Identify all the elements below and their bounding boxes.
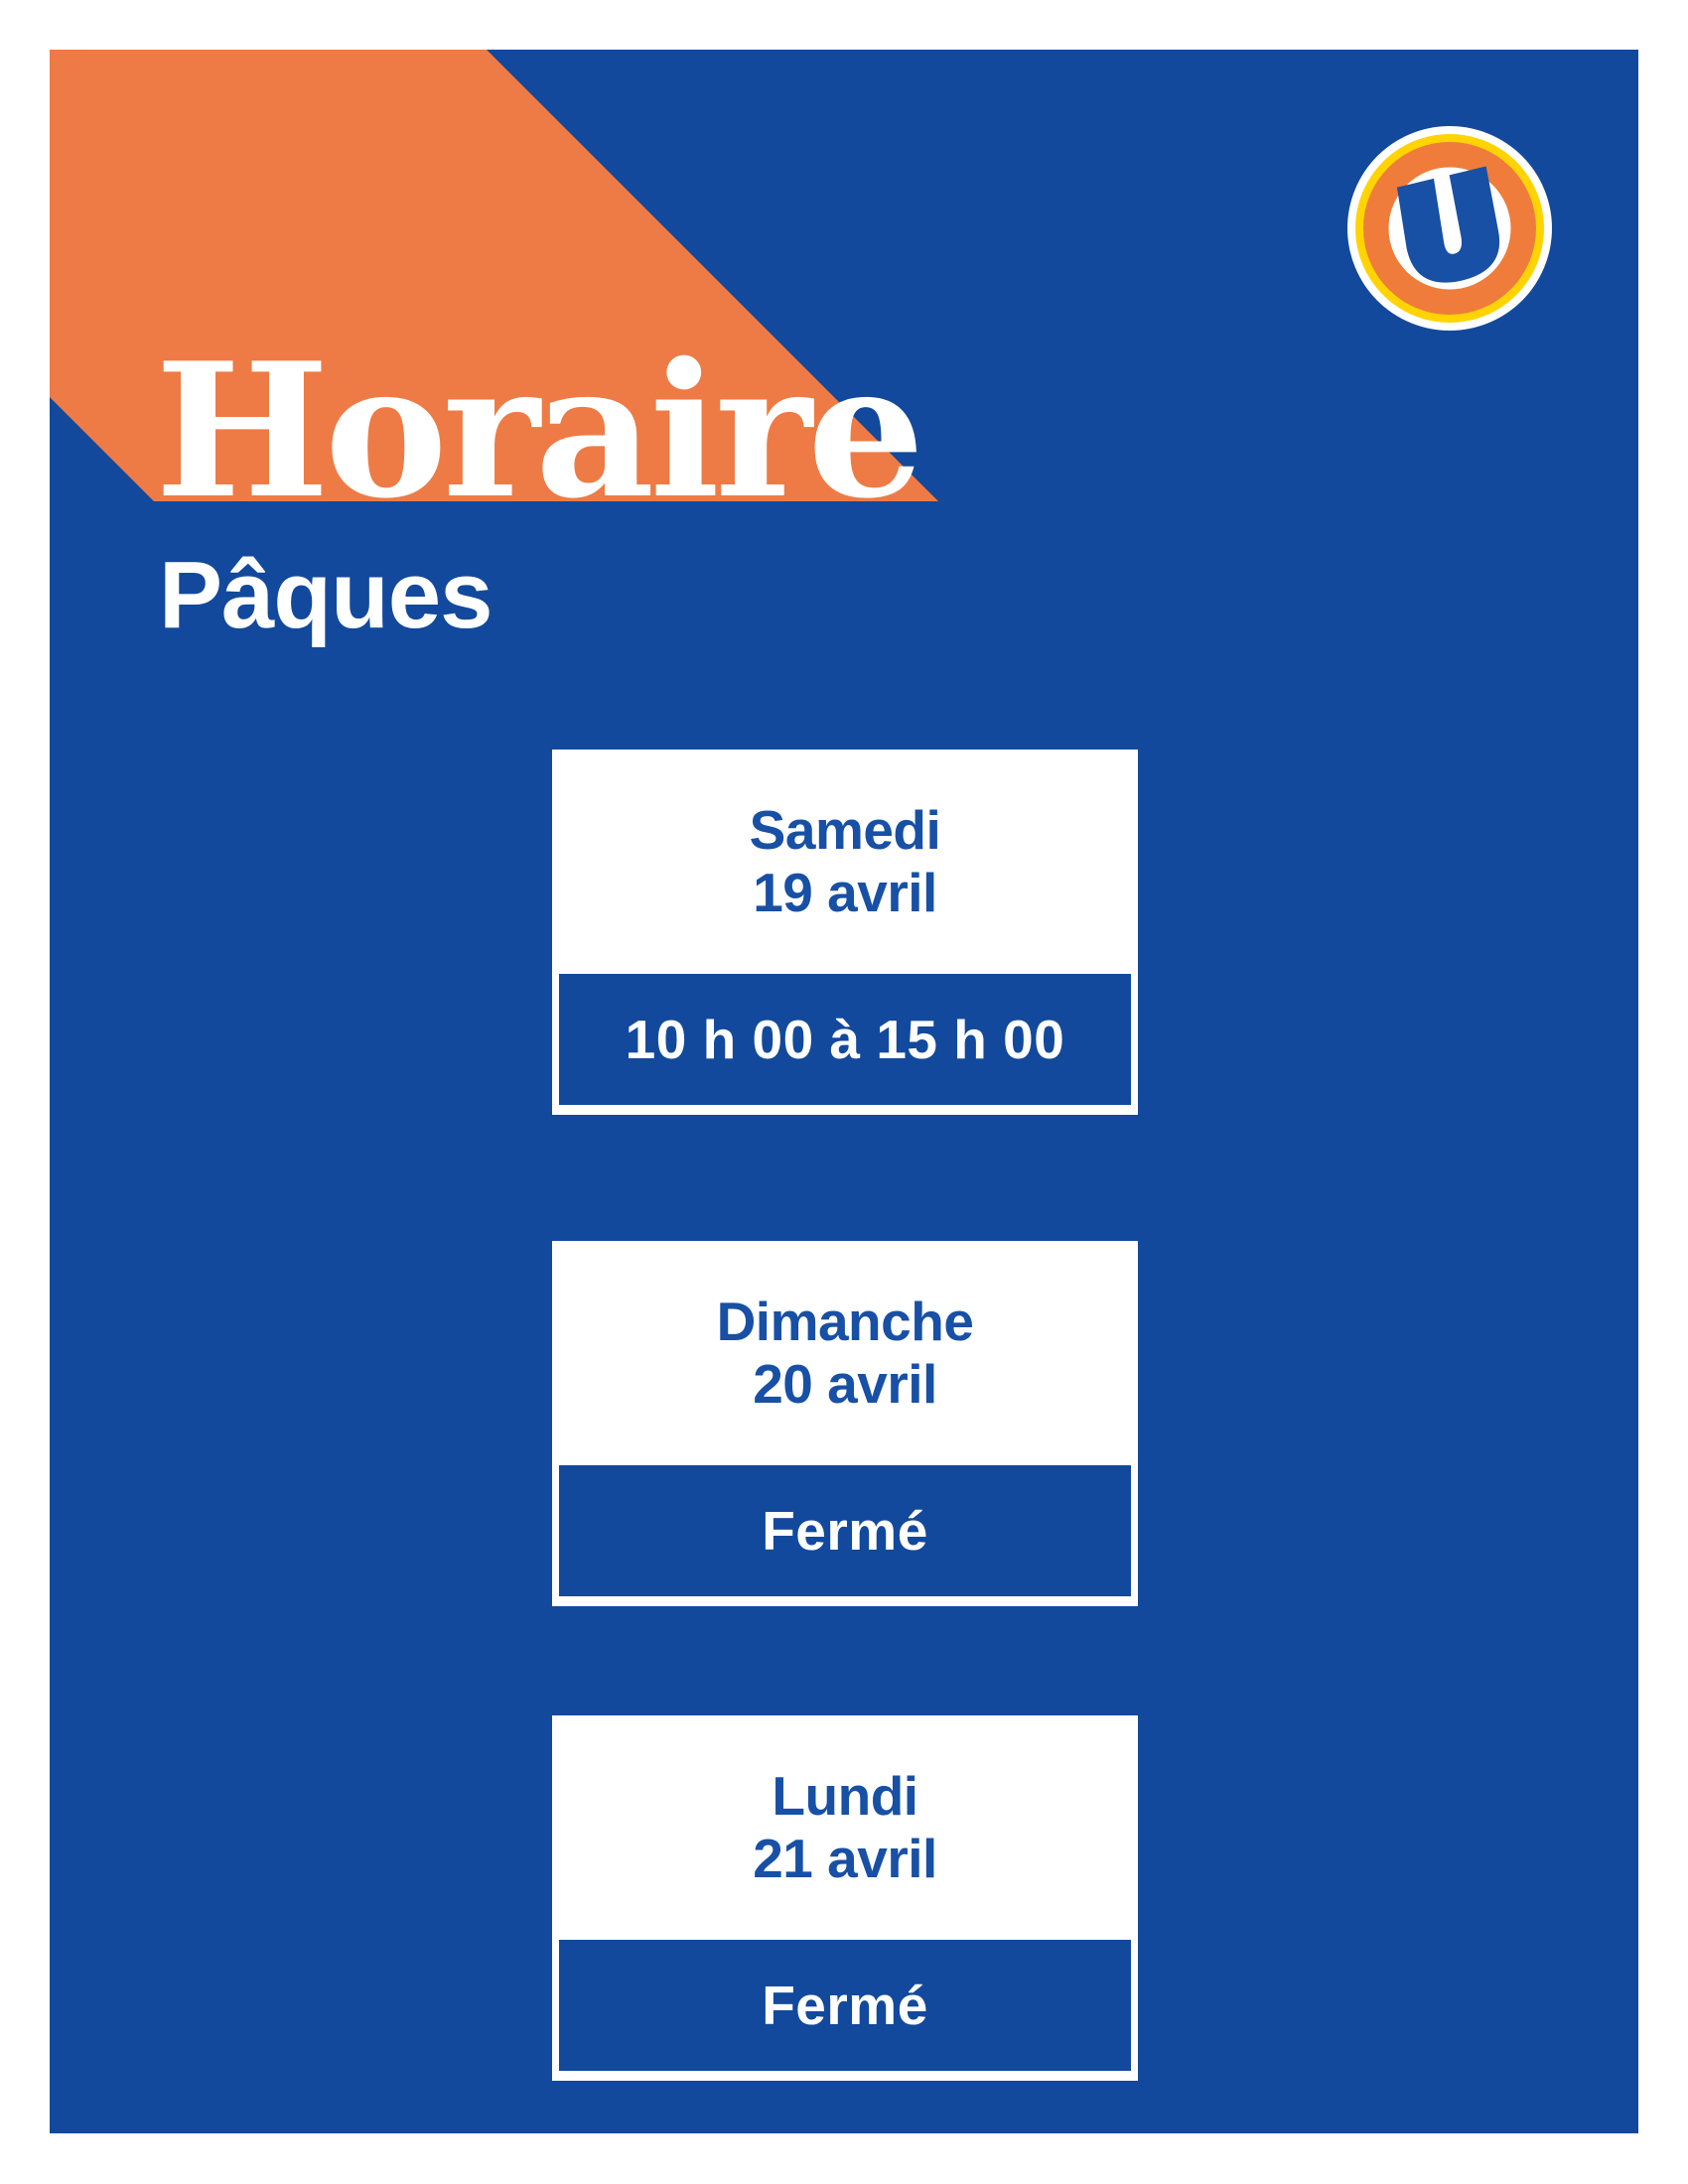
schedule-date-label: 20 avril [753, 1353, 937, 1415]
schedule-hours-bar: 10 h 00 à 15 h 00 [559, 974, 1131, 1105]
poster-subtitle: Pâques [159, 542, 492, 648]
schedule-card-saturday [552, 750, 1138, 1115]
schedule-day-label: Lundi [772, 1765, 918, 1827]
schedule-card-monday [552, 1715, 1138, 2081]
schedule-card-sunday [552, 1241, 1138, 1606]
schedule-card-date-block [552, 750, 1138, 974]
schedule-hours-bar: Fermé [559, 1465, 1131, 1596]
schedule-card-date-block [552, 1241, 1138, 1465]
schedule-card-date-block [552, 1715, 1138, 1940]
poster-title: Horaire [155, 322, 920, 539]
schedule-date-label: 19 avril [753, 862, 937, 923]
brand-u-logo-icon [1347, 126, 1552, 331]
schedule-day-label: Samedi [749, 799, 941, 861]
schedule-hours-bar: Fermé [559, 1940, 1131, 2071]
schedule-day-label: Dimanche [716, 1291, 974, 1352]
schedule-date-label: 21 avril [753, 1828, 937, 1889]
